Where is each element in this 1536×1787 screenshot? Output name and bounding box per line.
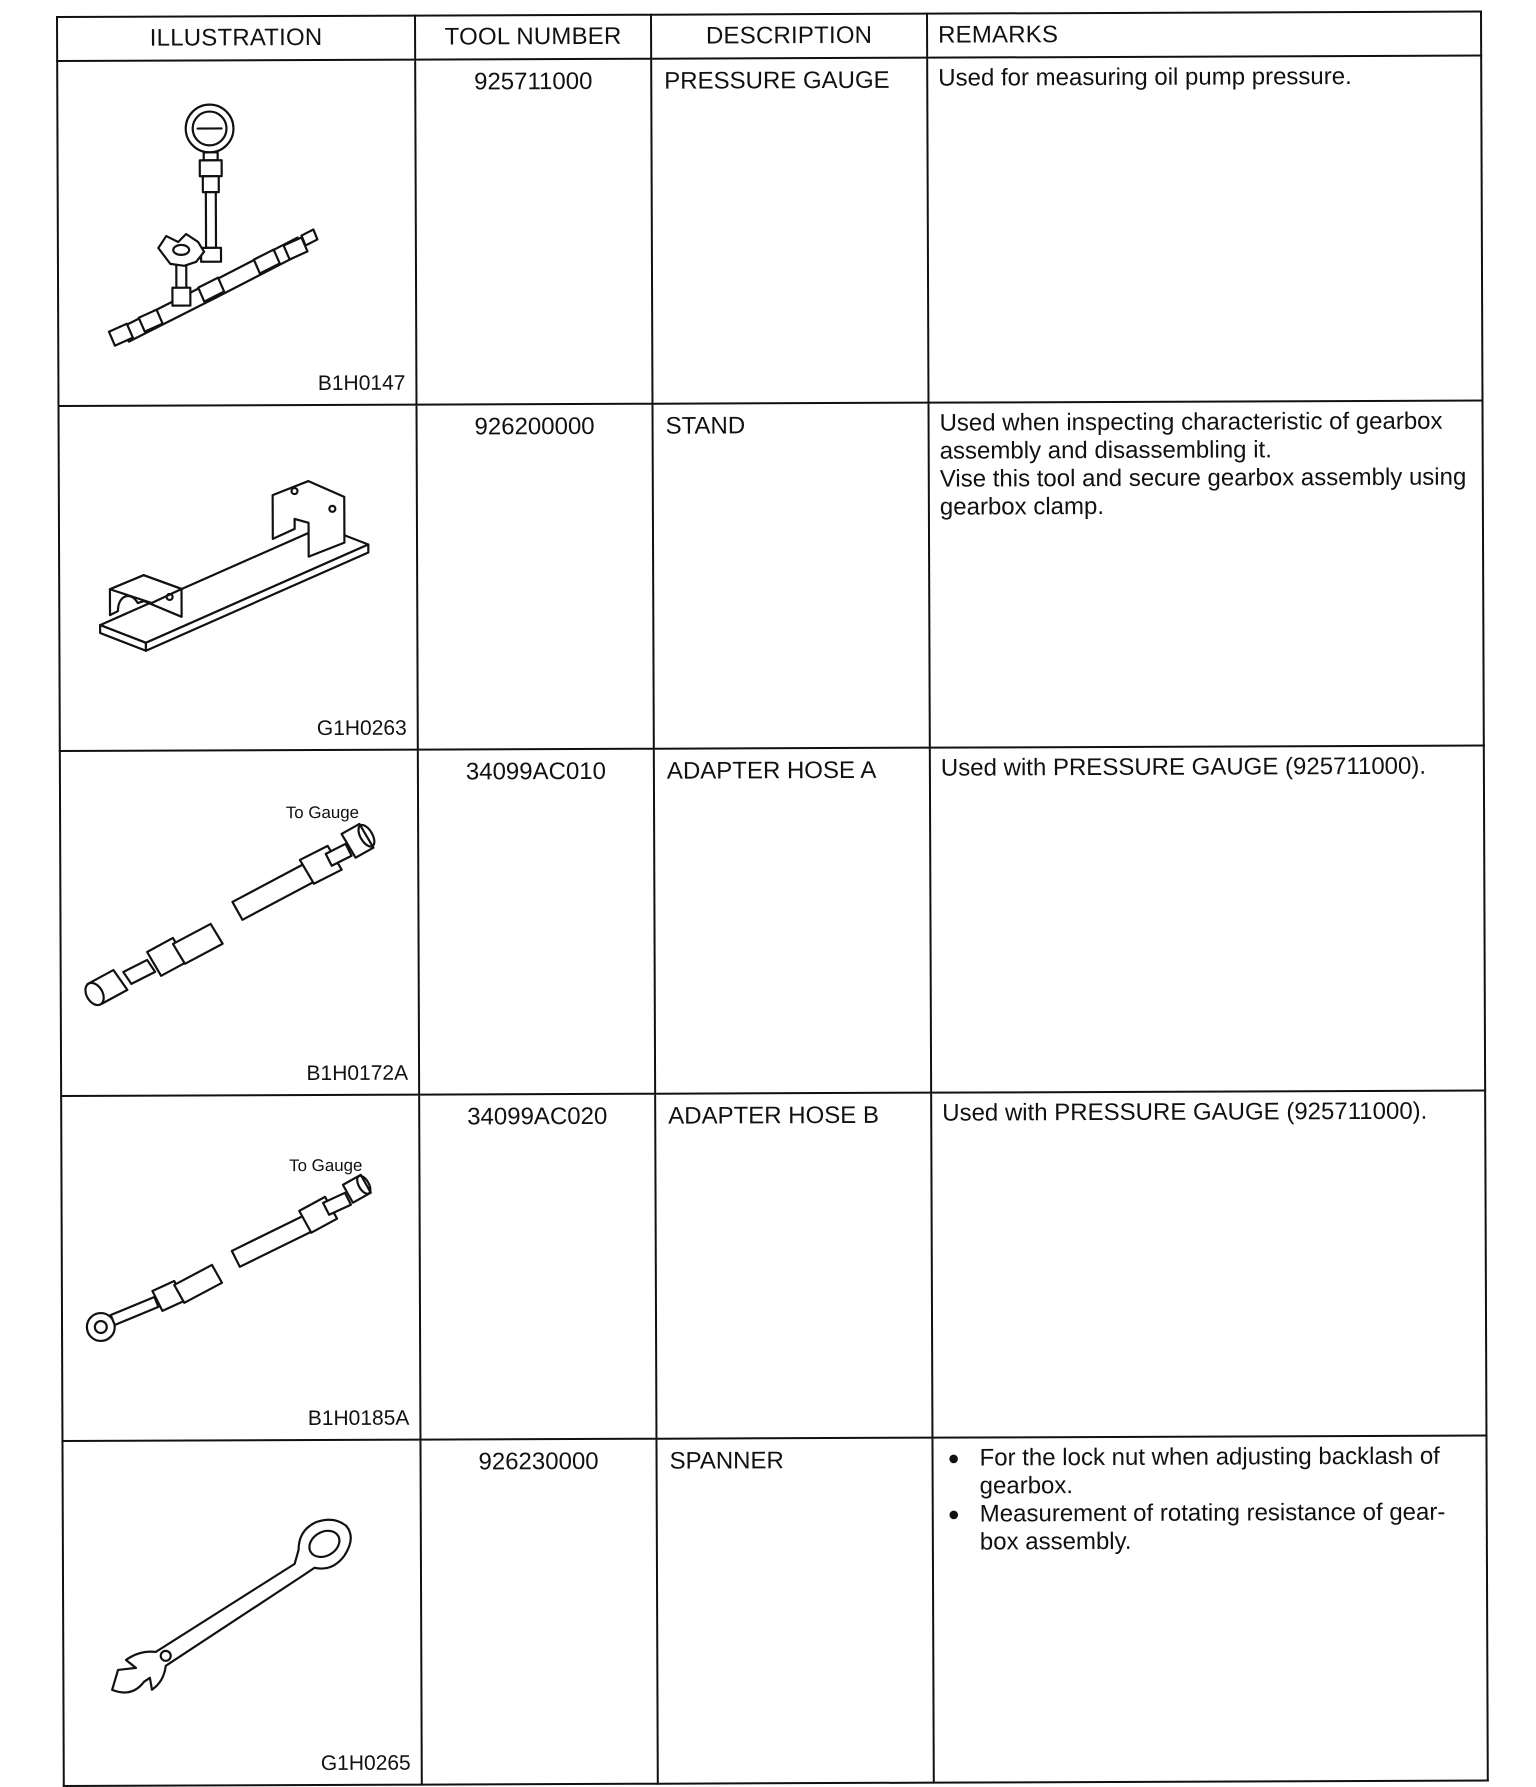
header-remarks: REMARKS <box>927 12 1481 58</box>
remark-text: Used when inspecting characteristic of gearbox assembly and disassembling it. <box>940 408 1472 466</box>
description-cell: ADAPTER HOSE A <box>654 748 931 1094</box>
table-row <box>60 746 1485 1096</box>
stand-illustration <box>60 406 417 750</box>
table-row <box>58 401 1483 751</box>
image-code: B1H0185A <box>308 1407 410 1431</box>
spanner-illustration <box>63 1441 420 1785</box>
remarks-cell <box>931 1091 1486 1438</box>
image-code: B1H0172A <box>306 1062 408 1086</box>
remarks-cell <box>928 401 1483 748</box>
remark-bullet: ● For the lock nut when adjusting backlash of gearbox. <box>943 1443 1475 1501</box>
remark-text: Used with PRESSURE GAUGE (925711000). <box>941 753 1473 783</box>
remarks-cell <box>930 746 1485 1093</box>
to-gauge-label: To Gauge <box>286 803 359 822</box>
remarks-cell <box>927 56 1482 403</box>
remarks-cell <box>932 1436 1487 1783</box>
remarks-list <box>943 1443 1475 1557</box>
table-row <box>62 1436 1487 1786</box>
table-row <box>61 1091 1486 1441</box>
tool-number-cell: 926200000 <box>416 404 653 750</box>
adapter-hose-a-illustration <box>61 751 418 1095</box>
remark-text: Used with PRESSURE GAUGE (925711000). <box>942 1098 1474 1128</box>
image-code: G1H0263 <box>317 717 407 741</box>
image-code: G1H0265 <box>321 1752 411 1776</box>
tool-number-cell: 925711000 <box>415 59 652 405</box>
description-cell: ADAPTER HOSE B <box>655 1093 932 1439</box>
illustration-cell <box>60 750 419 1096</box>
header-illustration: ILLUSTRATION <box>57 16 415 61</box>
header-description: DESCRIPTION <box>651 14 927 59</box>
header-tool-number: TOOL NUMBER <box>415 15 651 60</box>
description-cell: STAND <box>652 403 929 749</box>
tool-number-cell: 34099AC020 <box>419 1094 656 1440</box>
to-gauge-label: To Gauge <box>289 1156 362 1175</box>
special-tools-table <box>56 11 1489 1787</box>
pressure-gauge-illustration <box>58 61 415 405</box>
header-row <box>57 12 1481 61</box>
remark-text: Vise this tool and secure gearbox assembly using gearbox clamp. <box>940 464 1472 522</box>
adapter-hose-b-illustration <box>62 1096 419 1440</box>
tool-number-cell: 34099AC010 <box>418 749 655 1095</box>
illustration-cell <box>57 60 416 406</box>
remark-bullet: ● Measurement of rotating resistance of gear-box assembly. <box>944 1499 1476 1557</box>
remark-text: Used for measuring oil pump pressure. <box>938 63 1470 93</box>
description-cell: SPANNER <box>656 1438 933 1784</box>
table-row <box>57 56 1482 406</box>
illustration-cell <box>61 1095 420 1441</box>
illustration-cell <box>58 405 417 751</box>
description-cell: PRESSURE GAUGE <box>651 58 928 404</box>
illustration-cell <box>62 1440 421 1786</box>
tool-number-cell: 926230000 <box>420 1439 657 1785</box>
image-code: B1H0147 <box>318 372 406 396</box>
